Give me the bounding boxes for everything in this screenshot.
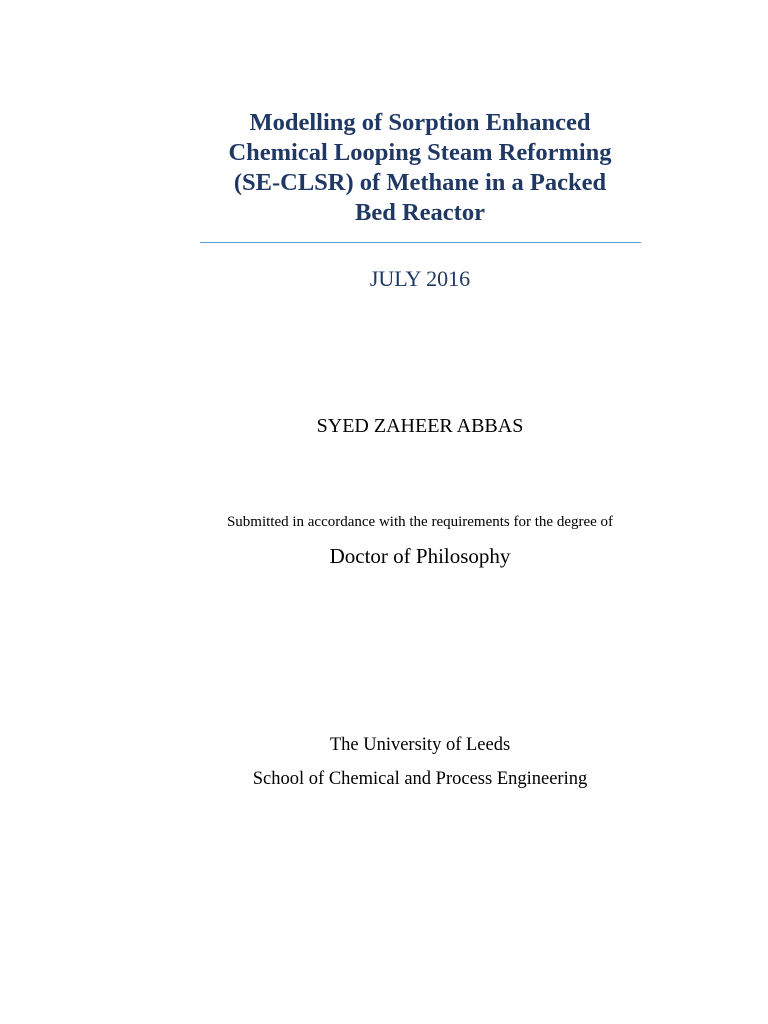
degree-name: Doctor of Philosophy (329, 544, 511, 568)
author-name: SYED ZAHEER ABBAS (316, 415, 524, 437)
thesis-title-line-3: (SE-CLSR) of Methane in a Packed (233, 169, 607, 196)
school-name: School of Chemical and Process Engineering (252, 769, 588, 789)
thesis-title-line-1: Modelling of Sorption Enhanced (249, 109, 591, 136)
thesis-title-line-4: Bed Reactor (355, 199, 485, 226)
university-name: The University of Leeds (329, 735, 511, 755)
thesis-title (150, 108, 690, 228)
submission-date: JULY 2016 (369, 266, 471, 291)
submission-statement: Submitted in accordance with the requirements for the degree of (226, 514, 614, 530)
title-divider (200, 242, 641, 243)
thesis-title-line-2: Chemical Looping Steam Reforming (228, 139, 612, 166)
